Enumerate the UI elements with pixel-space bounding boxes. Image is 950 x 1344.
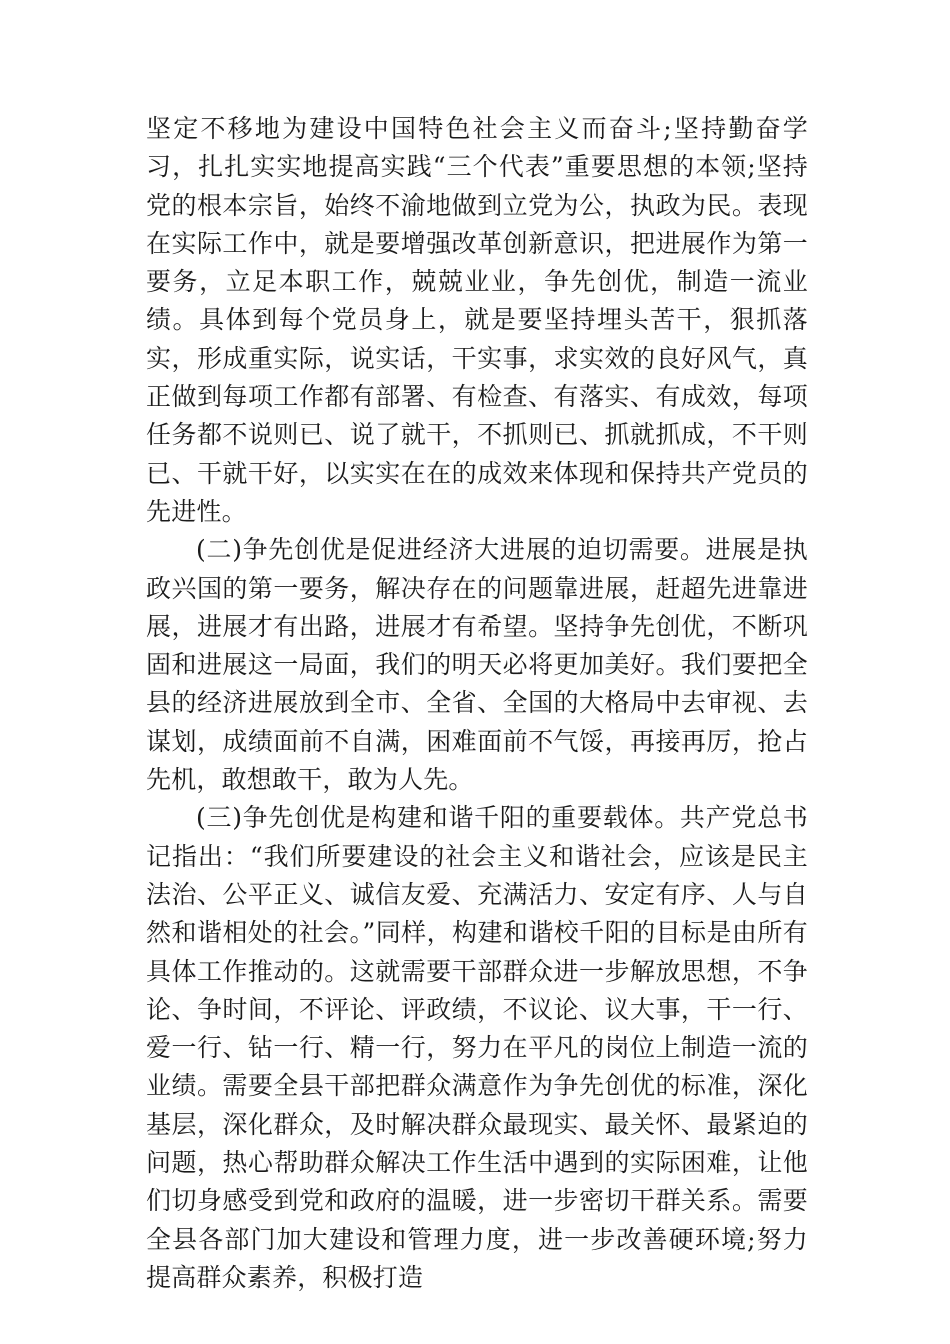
paragraph-section-two: (二)争先创优是促进经济大进展的迫切需要。进展是执政兴国的第一要务，解决存在的问题靠进展，赶超先进靠进展，进展才有出路，进展才有希望。坚持争先创优，不断巩固和进展这一局面，我们的明天必将更加美好。我们要把全县的经济进展放到全市、全省、全国的大格局中去审视、去谋划，成绩面前不自满，困难面前不气馁，再接再厉，抢占先机，敢想敢干，敢为人先。 [146,535,808,795]
paragraph-continued: 坚定不移地为建设中国特色社会主义而奋斗;坚持勤奋学习，扎扎实实地提高实践“三个代表”重要思想的本领;坚持党的根本宗旨，始终不渝地做到立党为公，执政为民。表现在实际工作中，就是要增强改革创新意识，把进展作为第一要务，立足本职工作，兢兢业业，争先创优，制造一流业绩。具体到每个党员身上，就是要坚持埋头苦干，狠抓落实，形成重实际，说实话，干实事，求实效的良好风气，真正做到每项工作都有部署、有检查、有落实、有成效，每项任务都不说则已、说了就干，不抓则已、抓就抓成，不干则已、干就干好，以实实在在的成效来体现和保持共产党员的先进性。 [146,114,808,526]
document-body [146,110,808,1297]
paragraph-section-three: (三)争先创优是构建和谐千阳的重要载体。共产党总书记指出：“我们所要建设的社会主义和谐社会，应该是民主法治、公平正义、诚信友爱、充满活力、安定有序、人与自然和谐相处的社会。”同样，构建和谐校千阳的目标是由所有具体工作推动的。这就需要干部群众进一步解放思想，不争论、争时间，不评论、评政绩，不议论、议大事，干一行、爱一行、钻一行、精一行，努力在平凡的岗位上制造一流的业绩。需要全县干部把群众满意作为争先创优的标准，深化基层，深化群众，及时解决群众最现实、最关怀、最紧迫的问题，热心帮助群众解决工作生活中遇到的实际困难，让他们切身感受到党和政府的温暖，进一步密切干群关系。需要全县各部门加大建设和管理力度，进一步改善硬环境;努力提高群众素养，积极打造 [146,803,808,1292]
